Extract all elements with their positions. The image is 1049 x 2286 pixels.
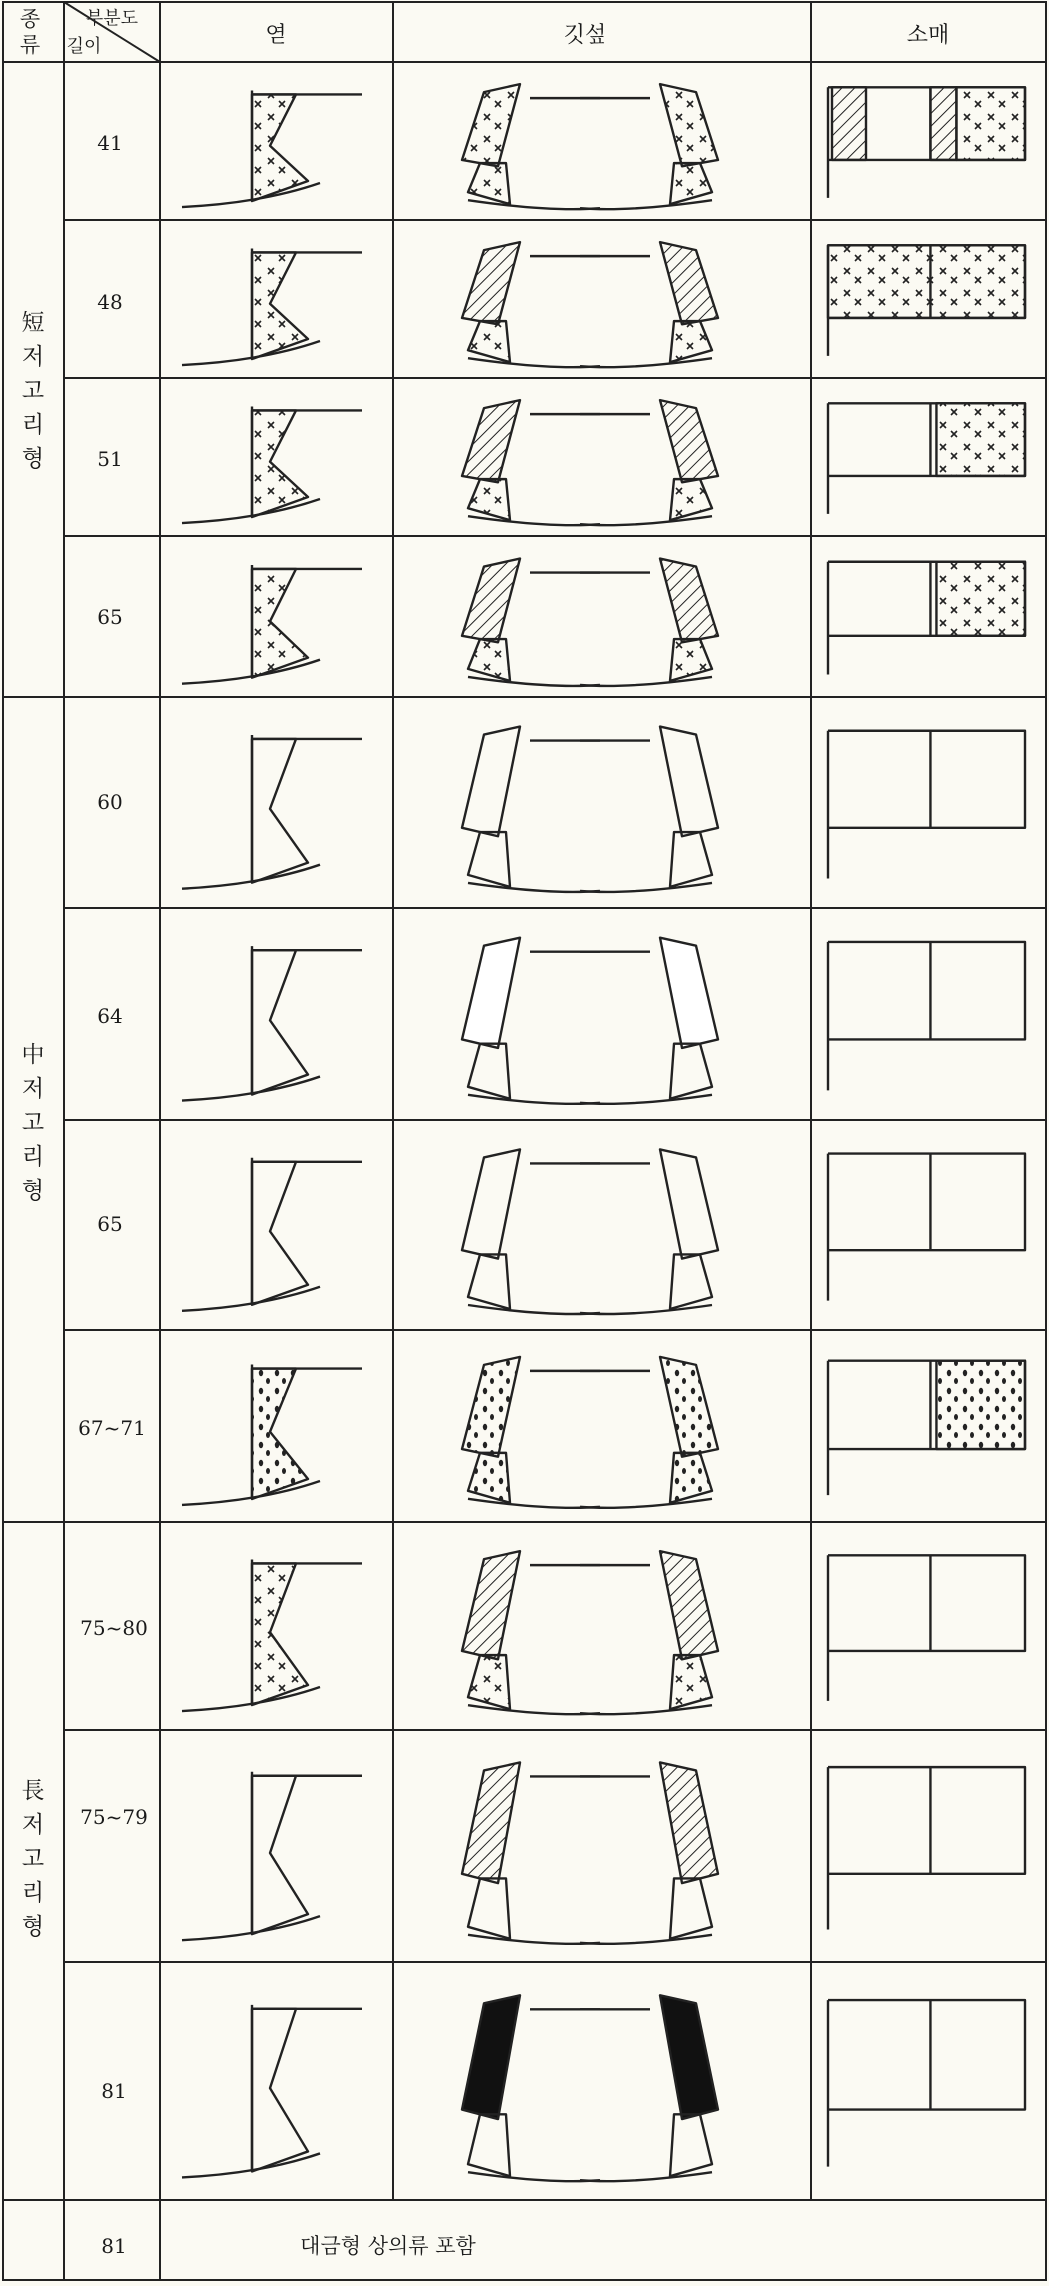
sleeve-patterned-part — [828, 245, 1025, 318]
collar-left-band — [462, 559, 520, 643]
length-footer: 81 — [101, 2234, 127, 2258]
collar-right-band — [660, 400, 718, 482]
header-col-gitseop: 깃섶 — [563, 23, 607, 48]
yeop-gusset-shape — [252, 2009, 308, 2172]
collar-left-band — [462, 1357, 520, 1457]
yeop-gusset-shape — [252, 1162, 308, 1305]
sleeve-outline — [828, 1555, 1025, 1651]
seop-left-panel — [468, 1655, 510, 1709]
seop-left-panel — [468, 321, 510, 362]
seop-right-panel — [670, 1453, 712, 1503]
seop-left-panel — [468, 1878, 510, 1938]
seop-right-panel — [670, 832, 712, 887]
sleeve-outline — [828, 2000, 1025, 2109]
collar-left-band — [462, 727, 520, 837]
collar-right-band — [660, 559, 718, 643]
sleeve-hatched-cuff — [832, 87, 866, 160]
collar-right-band — [660, 727, 718, 837]
group-labels — [22, 310, 45, 1940]
header-part-label: 부분도 — [85, 8, 139, 29]
yeop-gusset-shape — [252, 1369, 308, 1499]
seop-right-panel — [670, 163, 712, 204]
seop-right-panel — [670, 1655, 712, 1709]
group-short-char-1: 短 — [21, 310, 45, 336]
group-mid-char-5: 형 — [21, 1178, 45, 1204]
length-row-11: 81 — [101, 2079, 127, 2103]
yeop-gusset-shape — [252, 410, 308, 517]
yeop-gusset-shape — [252, 94, 308, 201]
collar-right-band — [660, 1149, 718, 1258]
seop-right-panel — [670, 1878, 712, 1938]
collar-right-band — [660, 84, 718, 166]
sleeve-patterned-part — [936, 562, 1025, 636]
diagram-row-1 — [182, 84, 1025, 209]
diagram-row-5 — [182, 727, 1025, 892]
yeop-gusset-shape — [252, 569, 308, 678]
diagram-row-7 — [182, 1149, 1025, 1314]
group-long-char-1: 長 — [21, 1778, 45, 1804]
length-row-4: 65 — [97, 605, 123, 629]
seop-left-panel — [468, 639, 510, 681]
group-long-char-4: 리 — [21, 1880, 45, 1906]
group-long-char-2: 저 — [21, 1812, 45, 1838]
diagram-row-3 — [182, 400, 1025, 525]
length-row-9: 75~80 — [80, 1616, 148, 1640]
yeop-gusset-shape — [252, 1563, 308, 1705]
diagram-row-6 — [182, 938, 1025, 1104]
header-col-yeop: 엳 — [265, 23, 287, 48]
seop-right-panel — [670, 479, 712, 520]
seop-right-panel — [670, 2114, 712, 2176]
table-grid — [3, 2, 1046, 2280]
seop-left-panel — [468, 1254, 510, 1309]
group-mid-char-4: 리 — [21, 1144, 45, 1170]
sleeve-patterned-part — [936, 1361, 1025, 1449]
collar-right-band — [660, 1357, 718, 1457]
header-type-char-1: 종 — [19, 7, 41, 31]
sleeve-outline — [828, 1767, 1025, 1874]
group-mid-char-3: 고 — [21, 1110, 45, 1136]
collar-left-band — [462, 938, 520, 1048]
collar-right-band — [660, 1995, 718, 2119]
yeop-gusset-shape — [252, 1776, 308, 1934]
seop-left-panel — [468, 2114, 510, 2176]
seop-right-panel — [670, 321, 712, 362]
length-row-3: 51 — [97, 447, 123, 471]
sleeve-patterned-part — [936, 403, 1025, 476]
group-mid-char-2: 저 — [21, 1076, 45, 1102]
collar-left-band — [462, 1551, 520, 1659]
collar-left-band — [462, 400, 520, 482]
diagram-row-2 — [182, 242, 1025, 367]
length-row-1: 41 — [97, 131, 123, 155]
seop-right-panel — [670, 1254, 712, 1309]
group-short-char-2: 저 — [21, 344, 45, 370]
seop-left-panel — [468, 479, 510, 520]
diagram-row-11 — [182, 1995, 1025, 2181]
collar-left-band — [462, 242, 520, 324]
header-col-somae: 소매 — [906, 23, 950, 48]
yeop-gusset-shape — [252, 739, 308, 883]
length-row-2: 48 — [97, 290, 123, 314]
yeop-gusset-shape — [252, 252, 308, 359]
sleeve-outline — [828, 942, 1025, 1040]
yeop-gusset-shape — [252, 950, 308, 1094]
footer-note: 대금형 상의류 포함 — [300, 2234, 476, 2258]
seop-right-panel — [670, 1044, 712, 1099]
diagram-row-10 — [182, 1762, 1025, 1943]
length-row-8: 67~71 — [78, 1416, 146, 1440]
group-short-char-4: 리 — [21, 412, 45, 438]
diagram-row-8 — [182, 1357, 1025, 1508]
diagram-row-9 — [182, 1551, 1025, 1714]
sleeve-hatched-band — [930, 87, 956, 160]
length-row-10: 75~79 — [80, 1805, 148, 1829]
group-long-char-5: 형 — [21, 1914, 45, 1940]
seop-left-panel — [468, 1453, 510, 1503]
group-long-char-3: 고 — [21, 1846, 45, 1872]
seop-left-panel — [468, 832, 510, 887]
header-length-label: 길이 — [66, 36, 102, 57]
length-row-7: 65 — [97, 1212, 123, 1236]
length-row-5: 60 — [97, 790, 123, 814]
sleeve-outline — [828, 731, 1025, 828]
length-row-6: 64 — [97, 1004, 123, 1028]
garment-diagrams — [182, 84, 1025, 2181]
length-labels — [78, 131, 148, 2258]
collar-right-band — [660, 938, 718, 1048]
diagram-row-4 — [182, 559, 1025, 686]
collar-right-band — [660, 1551, 718, 1659]
collar-left-band — [462, 1995, 520, 2119]
collar-left-band — [462, 84, 520, 166]
group-short-char-5: 형 — [21, 446, 45, 472]
collar-right-band — [660, 1762, 718, 1883]
group-mid-char-1: 中 — [21, 1042, 45, 1068]
sleeve-outline — [828, 1154, 1025, 1251]
header-type-char-2: 류 — [19, 33, 41, 57]
group-short-char-3: 고 — [21, 378, 45, 404]
seop-left-panel — [468, 163, 510, 204]
seop-left-panel — [468, 1044, 510, 1099]
collar-left-band — [462, 1762, 520, 1883]
seop-right-panel — [670, 639, 712, 681]
collar-right-band — [660, 242, 718, 324]
collar-left-band — [462, 1149, 520, 1258]
sleeve-patterned-part — [956, 87, 1025, 160]
